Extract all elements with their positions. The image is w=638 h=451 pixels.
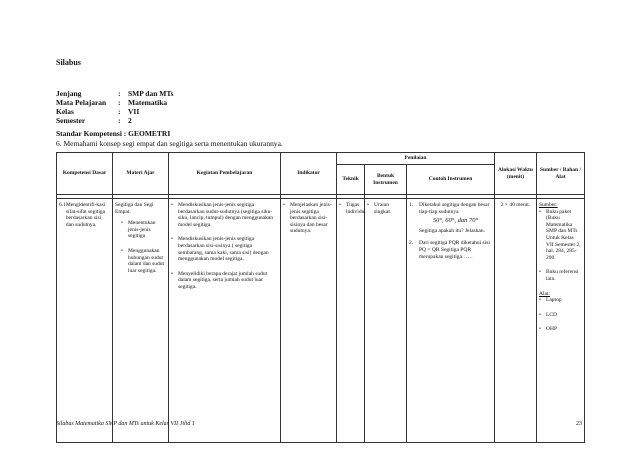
- item-number: 2.: [409, 240, 414, 247]
- kd-text: Mengidentifi-kasi sifat-sifat segitiga berdasarkan sisi dan sudutnya.: [65, 202, 106, 228]
- cell-bentuk: [365, 199, 407, 443]
- list-item: [409, 202, 492, 234]
- list-item: • Buku referensi lain.: [539, 269, 582, 282]
- header-teknik: Teknik: [337, 165, 365, 195]
- standar-kompetensi-title: Standar Kompetensi : GEOMETRI: [56, 129, 171, 138]
- list-item: • Mendiskusikan jenis-jenis segitiga berdasarkan sisi-sisinya ( segitiga sembarang, sama kaki, sama sisi) dengan menggunakan model segitiga.: [171, 236, 278, 262]
- info-label: Jenjang: [56, 89, 82, 98]
- header-sumber: Sumber / Bahan / Alat: [537, 153, 585, 195]
- page-footer: Silabus Matematika SMP dan MTs untuk Kelas VII Jilid 1: [56, 421, 195, 427]
- standar-kompetensi-text: 6. Memahami konsep segi empat dan segitiga serta menentukan ukurannya.: [56, 139, 283, 148]
- info-colon: :: [118, 107, 121, 116]
- list-item: [409, 240, 492, 260]
- cell-materi: [113, 199, 169, 443]
- info-colon: :: [118, 89, 121, 98]
- info-colon: :: [118, 116, 121, 125]
- list-item: • Laptop: [539, 297, 582, 304]
- info-label: Semester: [56, 116, 86, 125]
- list-item: • Menentukan jenis-jenis segitiga: [121, 220, 166, 240]
- sumber-label: Sumber:: [539, 202, 558, 208]
- info-row-mapel: [56, 98, 174, 107]
- info-block: [56, 89, 174, 125]
- info-value: VII: [128, 107, 140, 116]
- silabus-table: [56, 152, 585, 443]
- cell-indikator: [281, 199, 337, 443]
- table-row: [57, 199, 585, 443]
- page-number: 23: [576, 421, 582, 427]
- header-kompetensi: Kompetensi Dasar: [57, 153, 113, 195]
- document-title: Silabus: [56, 58, 81, 67]
- contoh-text: Diketahui segitiga dengan besar tiap-tiap sudutnya: [419, 202, 490, 215]
- list-item: • OHP: [539, 326, 582, 333]
- info-row-semester: [56, 116, 174, 125]
- list-item: • Menggunakan hubungan sudut dalam dan sudut luar segitiga.: [121, 248, 166, 274]
- header-kegiatan: Kegiatan Pembelajaran: [169, 153, 281, 195]
- info-value: 2: [128, 116, 132, 125]
- list-item: • Buku paket (Buku Matematika SMP dan MTs Untuk Kelas VII Semester 2, hal. 284, 285-290.: [539, 209, 582, 262]
- header-materi: Materi Ajar: [113, 153, 169, 195]
- info-value: Matematika: [128, 98, 168, 107]
- contoh-after: Segitiga apakah itu? Jelaskan.: [419, 227, 485, 234]
- contoh-math: 50°, 60°, dan 70°: [432, 217, 479, 225]
- header-indikator: Indikator: [281, 153, 337, 195]
- info-label: Mata Pelajaran: [56, 98, 107, 107]
- list-item: • Uraian singkat.: [367, 202, 404, 215]
- info-row-kelas: [56, 107, 174, 116]
- info-value: SMP dan MTs: [128, 89, 174, 98]
- cell-alokasi: 2 × 40 menit.: [495, 199, 537, 443]
- list-item: • Menjelaskan jenis-jenis segitiga berdasarkan sisi-sisinya dan besar sudutnya.: [283, 202, 334, 235]
- cell-teknik: [337, 199, 365, 443]
- kd-number: 6.1: [59, 202, 66, 208]
- header-alokasi: Alokasi Waktu (menit): [495, 153, 537, 195]
- list-item: • Menyelidiki berapa derajat jumlah sudut dalam segitiga, serta jumlah sudut luar segitiga.: [171, 271, 278, 291]
- item-number: 1.: [409, 202, 414, 208]
- header-contoh: Contoh Instrumen: [407, 165, 495, 195]
- list-item: • Mendiskusikan jenis-jenis segitiga berdasarkan sudut-sudutnya (segitiga siku-siku, lancip, tumpul) dengan menggunakan model segitiga.: [171, 202, 278, 228]
- cell-kegiatan: [169, 199, 281, 443]
- alat-label: Alat:: [539, 290, 550, 297]
- list-item: • Tugas individu.: [339, 202, 362, 215]
- info-label: Kelas: [56, 107, 74, 116]
- cell-kompetensi: [57, 199, 113, 443]
- header-bentuk: Bentuk Instrumen: [365, 165, 407, 195]
- list-item: • LCD: [539, 312, 582, 319]
- header-penilaian: Penilaian: [337, 153, 495, 165]
- contoh-text: Dari segitiga PQR diketahui sisi PQ = QR Segitiga PQR merupakan segitiga……: [419, 240, 490, 260]
- materi-head: Segitiga dan Segi Empat.: [115, 202, 154, 215]
- info-row-jenjang: [56, 89, 174, 98]
- cell-contoh: [407, 199, 495, 443]
- info-colon: :: [118, 98, 121, 107]
- cell-sumber: [537, 199, 585, 443]
